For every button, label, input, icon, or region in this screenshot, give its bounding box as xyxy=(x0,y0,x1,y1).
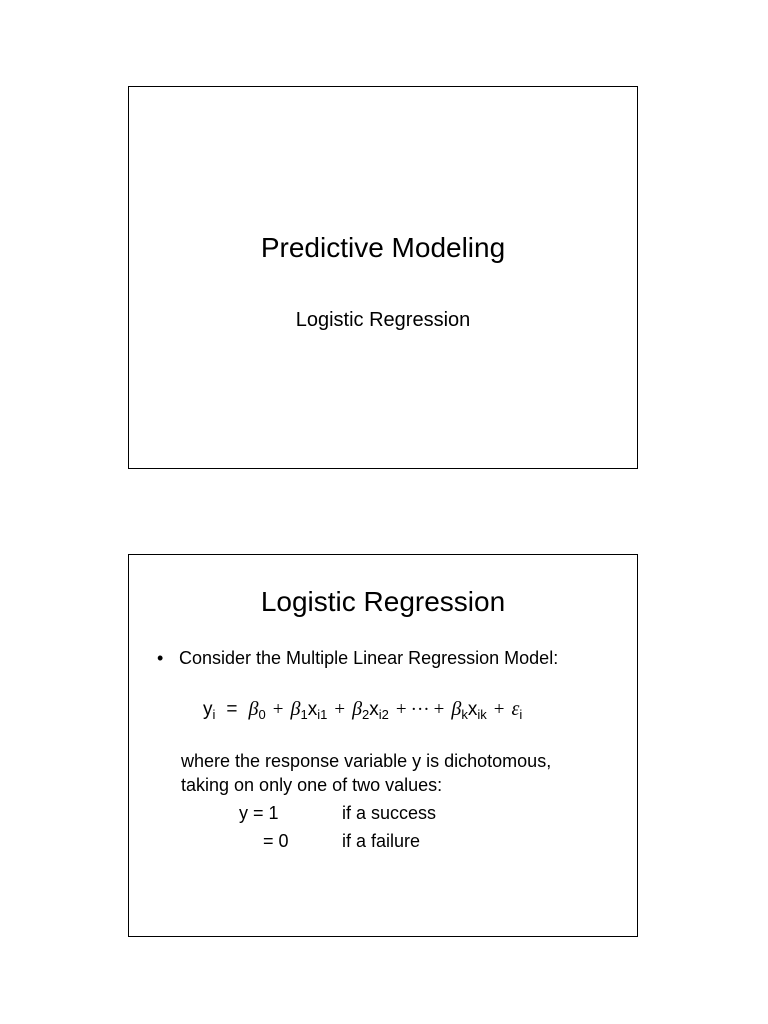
eq-epsilon-sub: i xyxy=(519,707,523,722)
eq-x2-sub: i2 xyxy=(378,707,389,722)
eq-plus-5: + xyxy=(493,699,505,720)
slide-logistic-regression xyxy=(128,554,638,937)
eq-beta1-sub: 1 xyxy=(300,707,308,722)
eq-epsilon: ε xyxy=(511,698,520,720)
eq-betak-sub: k xyxy=(461,707,468,722)
eq-beta2-sub: 2 xyxy=(362,707,370,722)
eq-plus-4: + xyxy=(433,699,445,720)
eq-dots: ··· xyxy=(410,699,430,720)
eq-lhs-var: y xyxy=(203,699,213,720)
eq-beta0: β xyxy=(248,698,259,720)
eq-plus-2: + xyxy=(334,699,346,720)
eq-beta1: β xyxy=(290,698,301,720)
eq-x2: x xyxy=(369,699,379,720)
description-line-2: taking on only one of two values: xyxy=(181,775,443,795)
eq-beta2: β xyxy=(352,698,363,720)
eq-xk-sub: ik xyxy=(477,707,487,722)
case-failure-value: = 0 xyxy=(263,831,289,851)
bullet-text: Consider the Multiple Linear Regression Model: xyxy=(179,648,559,668)
description-line-1: where the response variable y is dichotomous, xyxy=(181,751,552,771)
eq-lhs-sub: i xyxy=(212,707,216,722)
slide-title: Logistic Regression xyxy=(260,586,506,617)
eq-x1-sub: i1 xyxy=(317,707,328,722)
case-success-value: y = 1 xyxy=(239,803,279,823)
eq-betak: β xyxy=(451,698,462,720)
slide-subtitle: Logistic Regression xyxy=(295,309,471,331)
slide-title: Predictive Modeling xyxy=(260,232,506,263)
eq-xk: x xyxy=(467,699,478,720)
case-failure-label: if a failure xyxy=(342,831,421,851)
eq-equals: = xyxy=(226,699,238,720)
regression-equation xyxy=(203,698,522,721)
case-success-label: if a success xyxy=(342,803,437,823)
bullet-item xyxy=(157,648,558,669)
eq-plus-1: + xyxy=(272,699,284,720)
eq-beta0-sub: 0 xyxy=(258,707,266,722)
bullet-marker: • xyxy=(157,648,164,668)
slide-title-page xyxy=(128,86,638,469)
eq-plus-3: + xyxy=(395,699,407,720)
eq-x1: x xyxy=(307,699,318,720)
